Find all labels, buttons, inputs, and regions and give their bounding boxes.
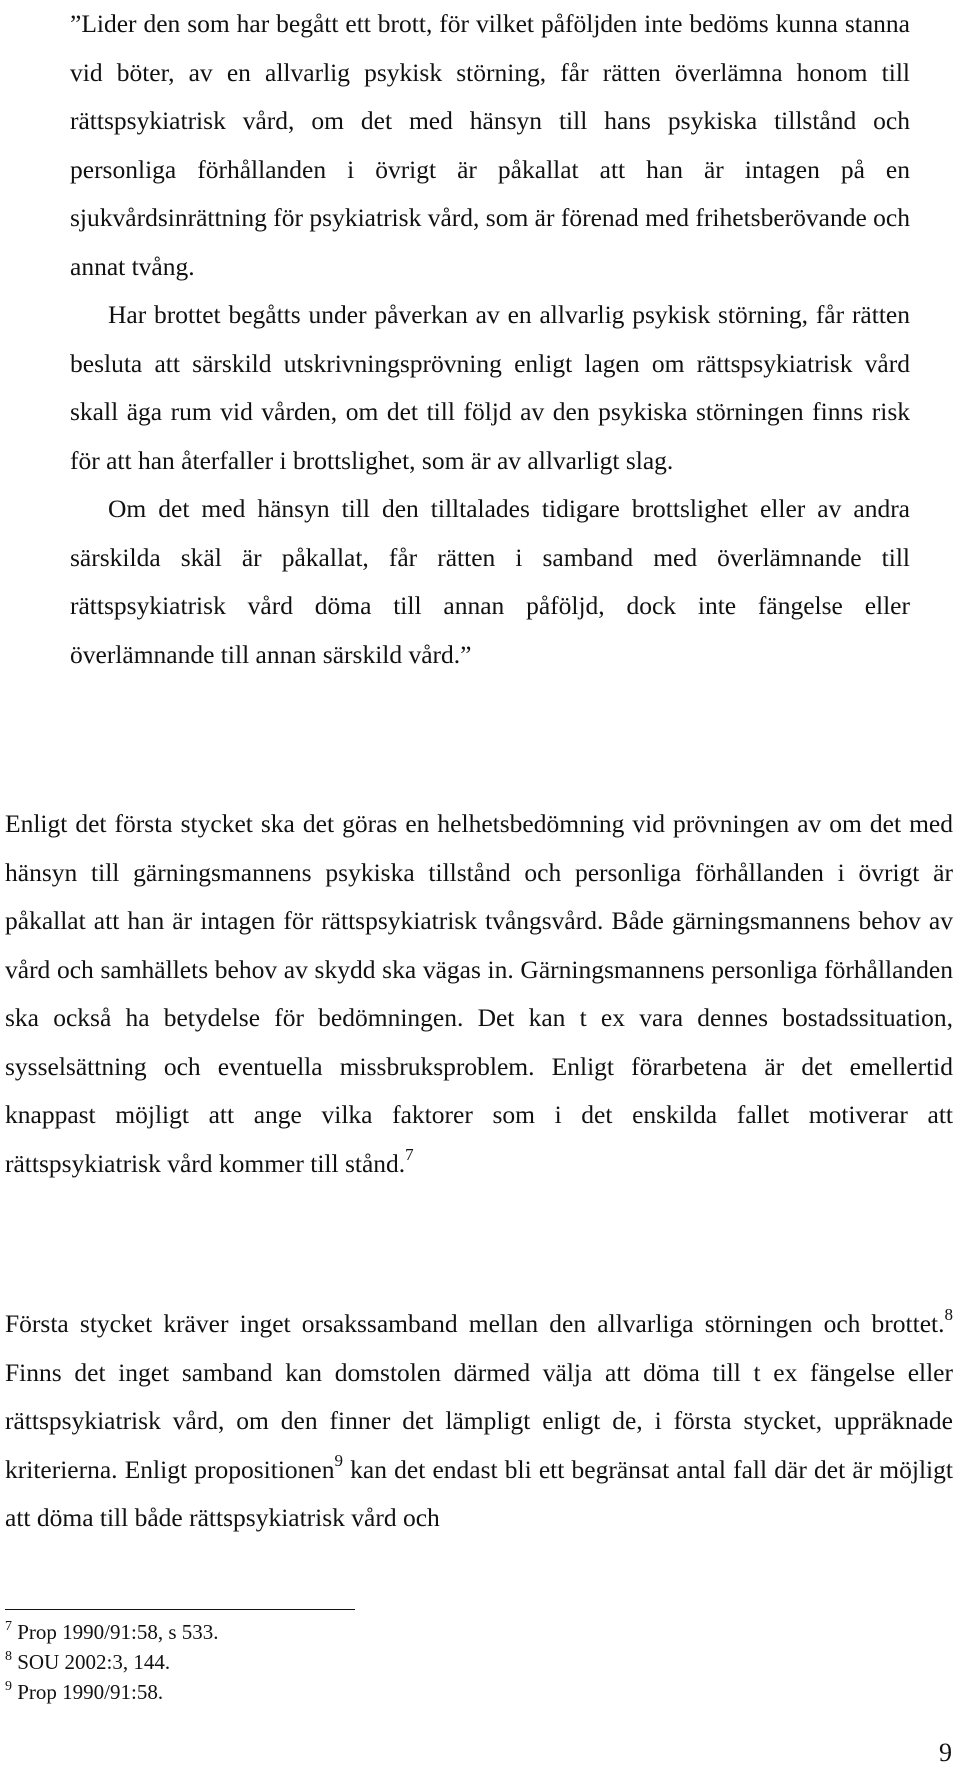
footnote-divider [5,1609,355,1610]
footnote-number: 7 [5,1619,12,1634]
footnote-9 [5,1677,605,1707]
footnotes [5,1617,605,1707]
body-paragraph-1-text: Enligt det första stycket ska det göras en helhetsbedömning vid prövningen av om det med hänsyn till gärningsmannens psykiska tillstånd och personliga förhållanden i övrigt är påkallat att han är intagen för rättspsykiatrisk tvångsvård. Både gärningsmannens behov av vård och samhällets behov av skydd ska vägas in. Gärningsmannens personliga förhållanden ska också ha betydelse för bedömningen. Det kan t ex vara dennes bostadssituation, sysselsättning och eventuella missbruksproblem. Enligt förarbetena är det emellertid knappast möjligt att ange vilka faktorer som i det enskilda fallet motiverar att rättspsykiatrisk vård kommer till stånd. [5,809,953,1178]
footnote-text: Prop 1990/91:58. [17,1680,164,1704]
body-paragraph-1 [5,800,953,1188]
footnote-ref-8[interactable]: 8 [944,1305,953,1324]
footnote-ref-7[interactable]: 7 [405,1144,414,1164]
page-number: 9 [939,1738,952,1767]
body-paragraph-2-text-c: kan det endast bli ett begränsat antal fall där det är möjligt att döma till både rättspsykiatrisk vård och [5,1454,953,1532]
quote-paragraph-3: Om det med hänsyn till den tilltalades tidigare brottslighet eller av andra särskilda skäl är påkallat, får rätten i samband med överlämnande till rättspsykiatrisk vård döma till annan påföljd, dock inte fängelse eller överlämnande till annan särskild vård.” [70,494,910,669]
footnote-number: 8 [5,1649,12,1664]
footnote-8 [5,1647,605,1677]
body-paragraph-2-text-a: Första stycket kräver inget orsakssamband mellan den allvarliga störningen och brottet. [5,1309,945,1338]
body-paragraph-2-text-b: Finns det inget samband kan domstolen därmed välja att döma till t ex fängelse eller rättspsykiatrisk vård, om den finner det lämpligt enligt de, i första stycket, uppräknade kriterierna. Enligt propositionen [5,1357,953,1484]
quoted-law-text [70,0,910,679]
quote-paragraph-2: Har brottet begåtts under påverkan av en allvarlig psykisk störning, får rätten besluta att särskild utskrivningsprövning enligt lagen om rättspsykiatrisk vård skall äga rum vid vården, om det till följd av den psykiska störningen finns risk för att han återfaller i brottslighet, som är av allvarligt slag. [70,300,910,475]
footnote-text: Prop 1990/91:58, s 533. [17,1620,219,1644]
body-paragraph-2 [5,1300,953,1543]
footnote-7 [5,1617,605,1647]
footnote-text: SOU 2002:3, 144. [17,1650,171,1674]
quote-paragraph-1: ”Lider den som har begått ett brott, för vilket påföljden inte bedöms kunna stanna vid böter, av en allvarlig psykisk störning, får rätten överlämna honom till rättspsykiatrisk vård, om det med hänsyn till hans psykiska tillstånd och personliga förhållanden i övrigt är påkallat att han är intagen på en sjukvårdsinrättning för psykiatrisk vård, som är förenad med frihetsberövande och annat tvång. [70,9,910,281]
footnote-ref-9[interactable]: 9 [334,1450,343,1470]
footnote-number: 9 [5,1679,12,1694]
